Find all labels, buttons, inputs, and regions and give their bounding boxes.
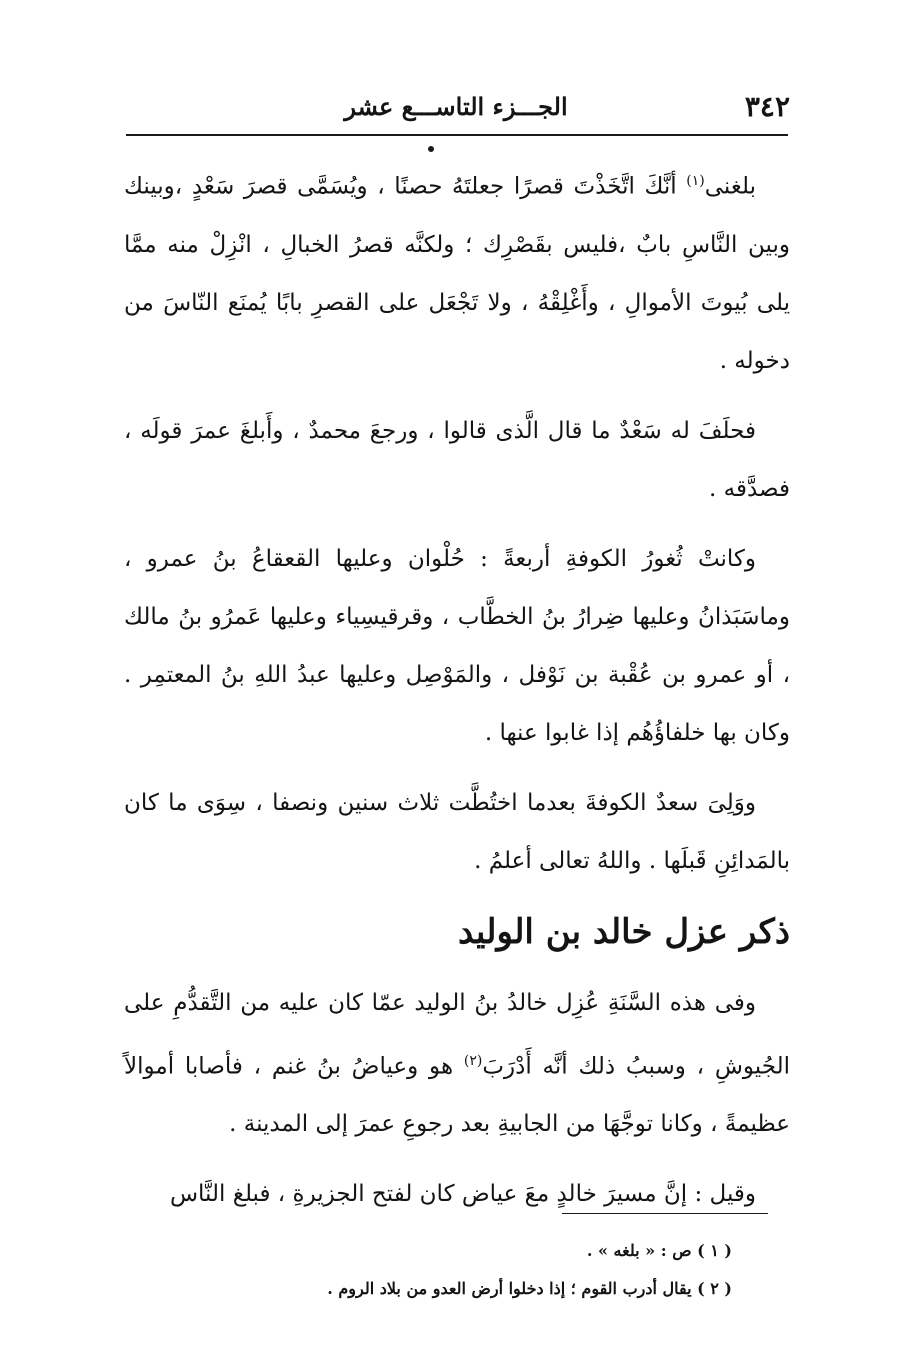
paragraph-1 <box>124 152 790 390</box>
footnotes <box>172 1232 732 1308</box>
paragraph-text: أنَّكَ اتَّخَذْتَ قصرًا جعلتَهُ حصنًا ، ويُسَمَّى قصرَ سَعْدٍ ،وبينك وبين النَّاسِ بابٌ ،فليس بقَصْرِك ؛ ولكنَّه قصرُ الخبالِ ، انْزِلْ منه ممَّا يلى بُيوتَ الأموالِ ، وأَغْلِقْهُ ، ولا تَجْعَل على القصرِ بابًا يُمنَع النّاسَ من دخوله . <box>124 173 790 374</box>
page-number: ٣٤٢ <box>744 90 790 123</box>
paragraph-text: بلغنى <box>704 173 756 200</box>
paragraph-text: وفى هذه السَّنَةِ عُزِل خالدُ بنُ الوليد عمّا كان عليه من التَّقدُّمِ على الجُيوشِ ، وسببُ ذلك أنَّه أَدْرَبَ <box>124 989 790 1080</box>
footnote-marker-1: (١) <box>686 173 705 189</box>
page-header <box>122 86 790 130</box>
section-paragraph-2: وقيل : إنَّ مسيرَ خالدٍ معَ عياض كان لفتح الجزيرةِ ، فبلغ النَّاس <box>169 1181 756 1208</box>
paragraph-4: ووَلِىَ سعدٌ الكوفةَ بعدما اختُطَّت ثلاث سنين ونصفا ، سِوَى ما كان بالمَدائِنِ قَبلَها . واللهُ تعالى أعلمُ . <box>124 789 790 874</box>
footnote-marker-2: (٢) <box>463 1052 483 1069</box>
footnote-2: ( ٢ ) يقال أدرب القوم ؛ إذا دخلوا أرض العدو من بلاد الروم . <box>327 1279 732 1298</box>
paragraph-3: وكانتْ ثُغورُ الكوفةِ أربعةً : حُلْوان وعليها القعقاعُ بنُ عمرو ، وماسَبَذانُ وعليها ضِرارُ بنُ الخطَّاب ، وقرقيسِياء وعليها عَمرُو بنُ مالك ، أو عمرو بن عُقْبة بن نَوْفل ، والمَوْصِل وعليها عبدُ اللهِ بنُ المعتمِر . وكان بها خلفاؤُهُم إذا غابوا عنها . <box>124 545 790 746</box>
paragraph-2: فحلَفَ له سَعْدٌ ما قال الَّذى قالوا ، ورجعَ محمدٌ ، وأَبلغَ عمرَ قولَه ، فصدَّقه . <box>124 417 790 502</box>
footnote-1: ( ١ ) ص : « بلغه » . <box>586 1241 732 1260</box>
header-rule <box>126 134 788 136</box>
footnote-rule <box>562 1213 768 1214</box>
section-title: ذكر عزل خالد بن الوليد <box>458 911 790 952</box>
section-paragraph-1 <box>124 974 790 1154</box>
main-text <box>124 152 790 1235</box>
paragraph-text: هو وعياضُ بنُ غنم ، فأصابا أموالاً عظيمةً ، وكانا توجَّهَا من الجابيةِ بعد رجوعِ عمرَ إلى المدينة . <box>124 1053 790 1138</box>
running-title: الجـــزء التاســـع عشر <box>344 92 568 121</box>
